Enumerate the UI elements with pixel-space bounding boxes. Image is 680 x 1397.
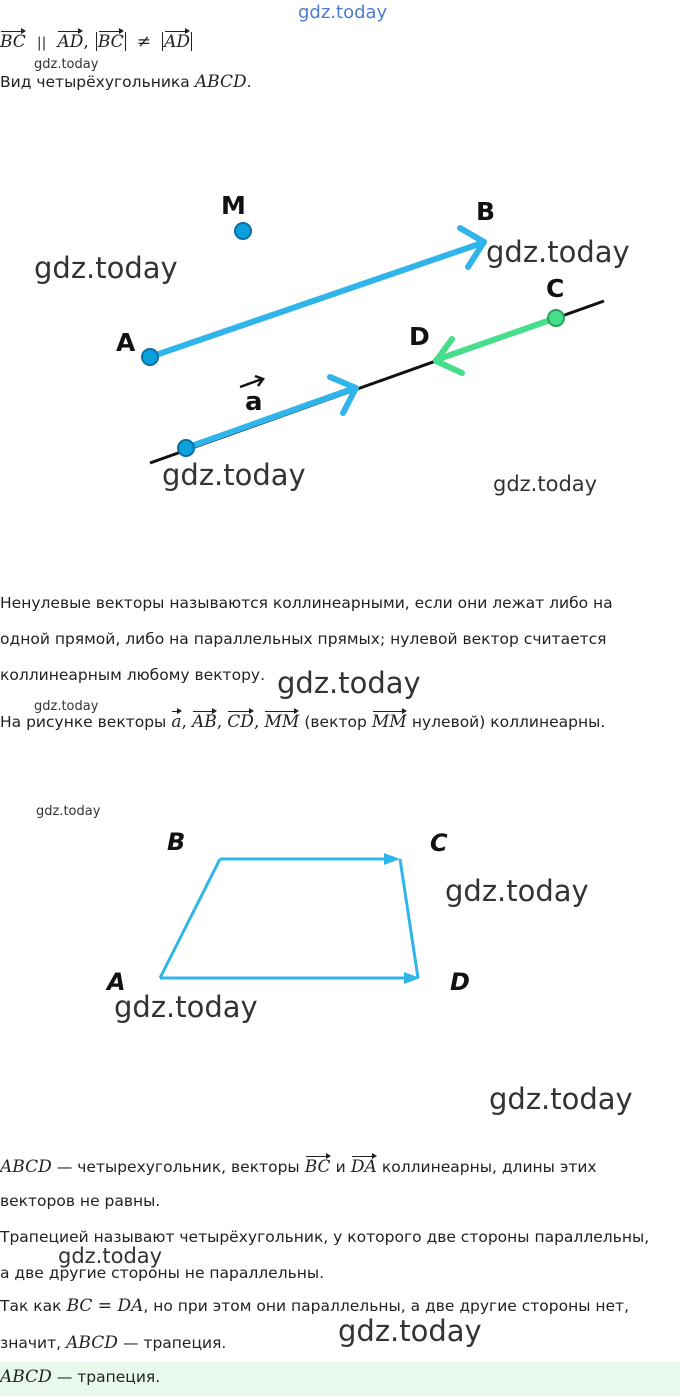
paragraph-quad [0,1155,597,1177]
vector-ad: AD [57,32,84,52]
trapezoid-definition-line-1: Трапецией называют четырёхугольник, у которого две стороны параллельны, [0,1228,650,1246]
watermark: gdz.today [493,472,598,496]
definition-line-1: Ненулевые векторы называются коллинеарными, если они лежат либо на [0,594,613,612]
watermark: gdz.today [445,874,589,908]
collinear-vectors-figure [0,180,680,500]
watermark: gdz.today [34,699,99,714]
conclusion-formula: BC = DA [66,1296,144,1316]
definition-line-2: одной прямой, либо на параллельных прямых; нулевой вектор считается [0,630,607,648]
watermark: gdz.today [298,2,388,23]
vector-mm: MM [371,712,407,732]
comma: , [253,712,260,732]
quad-name: ABCD [66,1333,118,1353]
vector-bc: BC [304,1157,331,1177]
comma: , [83,32,89,52]
example-line [0,710,605,732]
vector-ab-line [150,243,482,357]
watermark: gdz.today [36,804,101,819]
paragraph-quad-tail: коллинеарны, длины этих [381,1158,597,1176]
parallel-sign: || [36,35,47,51]
label-vector-a: a [245,387,263,417]
vector-cd: CD [227,712,254,732]
conclusion-line-1 [0,1296,629,1316]
comma: , [216,712,223,732]
paragraph-quad-text: — четырехугольник, векторы [56,1158,300,1176]
vector-ab: AB [192,712,217,732]
vector-ad: AD [164,32,191,52]
abs-ad [162,32,192,51]
watermark: gdz.today [58,1244,163,1268]
label-b: B [167,828,186,856]
watermark: gdz.today [489,1082,633,1116]
intro-line [0,72,252,92]
example-suffix: нулевой) коллинеарны. [411,713,606,731]
point-m [235,223,251,239]
definition-line-3: коллинеарным любому вектору. [0,666,266,684]
label-d: D [450,968,470,996]
conclusion-tail: , но при этом они параллельны, а две другие стороны нет, [143,1297,630,1315]
top-formula [0,30,192,52]
label-a: A [107,968,126,996]
quad-name: ABCD [194,72,247,92]
side-cd [400,859,418,978]
watermark: gdz.today [338,1314,482,1348]
vector-da: DA [350,1157,377,1177]
neq-sign: ≠ [136,32,152,52]
period: . [246,73,252,91]
vector-a: a [171,712,182,732]
side-ab [160,859,220,978]
paragraph-quad-line-2: векторов не равны. [0,1192,161,1210]
conclusion-line-2 [0,1333,226,1353]
point-a [142,349,158,365]
watermark: gdz.today [486,235,630,269]
example-prefix: На рисунке векторы [0,713,167,731]
conclusion-line-2-prefix: значит, [0,1334,62,1352]
watermark: gdz.today [162,458,306,492]
comma: , [181,712,187,732]
abs-bc [96,32,126,51]
vector-bc: BC [0,32,26,52]
point-start-a [178,440,194,456]
watermark: gdz.today [34,251,178,285]
answer-line [0,1367,160,1387]
watermark: gdz.today [34,57,99,72]
watermark: gdz.today [277,666,421,700]
vector-bc-arrowhead [384,853,400,865]
label-c: C [430,829,448,857]
point-c [548,310,564,326]
label-c: C [546,274,565,303]
quad-name: ABCD [0,1157,52,1177]
conclusion-prefix: Так как [0,1297,62,1315]
example-mid: (вектор [304,713,367,731]
watermark: gdz.today [114,990,258,1024]
quad-name: ABCD [0,1367,52,1387]
label-b: B [476,197,496,226]
conclusion-line-2-suffix: — трапеция. [122,1334,227,1352]
trapezoid-definition-line-2: а две другие стороны не параллельны. [0,1264,325,1282]
label-d: D [409,322,430,351]
label-m: M [221,191,246,220]
vector-mm: MM [264,712,300,732]
answer-text: — трапеция. [56,1368,161,1386]
vector-a-line [186,388,355,448]
conjunction: и [335,1158,346,1176]
intro-text: Вид четырёхугольника [0,73,190,91]
label-a: A [116,328,136,357]
vector-bc: BC [97,32,124,52]
trapezoid-figure [0,820,680,1010]
